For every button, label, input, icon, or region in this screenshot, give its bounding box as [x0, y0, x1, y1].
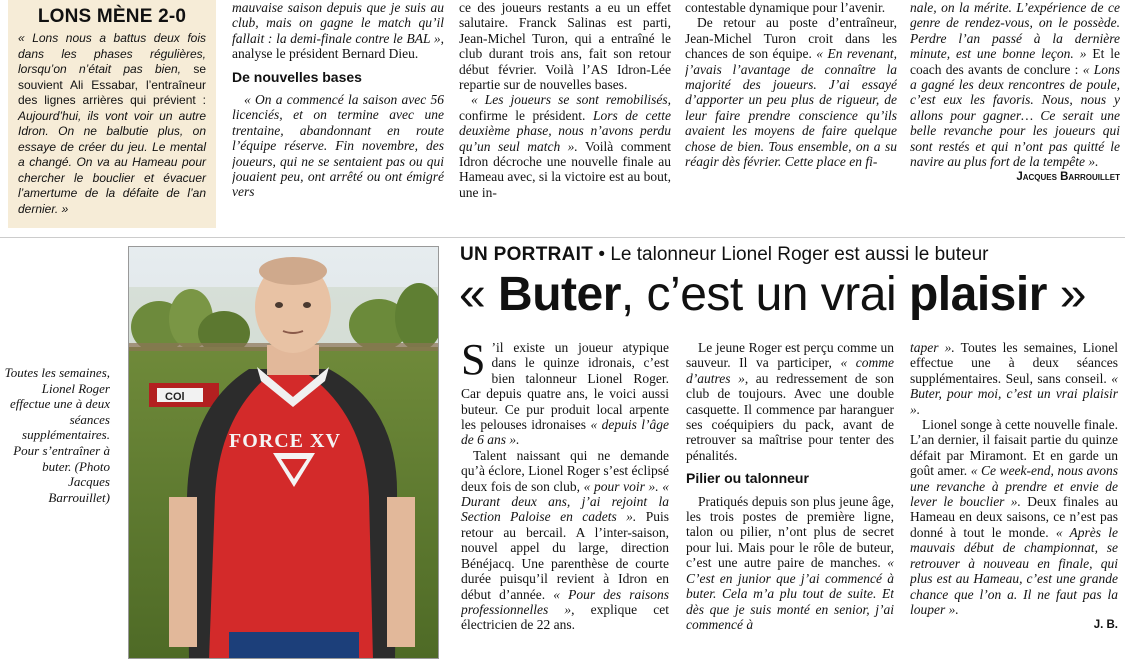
headline-part: »	[1046, 268, 1086, 321]
paragraph: contestable dynamique pour l’avenir.	[685, 0, 886, 15]
quote-text: taper ».	[910, 340, 955, 355]
body-text: ’il existe un joueur atypique dans le quinze idronais, c’est bien talonneur Lionel Roger. Car depuis quatre ans, le voici aussi buteur. Ce pur produit local arpente les pelouses idronaises	[461, 340, 669, 433]
paragraph	[232, 0, 444, 62]
top-column-1	[232, 0, 444, 228]
field-sign-text: COl	[165, 391, 185, 403]
sidebar-title: LONS MÈNE 2-0	[37, 6, 187, 27]
sidebar-box	[8, 0, 216, 228]
author-signature: J. B.	[1093, 619, 1118, 632]
player-photo-illustration	[129, 247, 439, 659]
drop-cap: S	[461, 340, 486, 384]
headline-part: «	[459, 268, 499, 321]
paragraph	[459, 92, 671, 200]
body-text: Puis retour au bercail. A l’inter-saison, nouvel appel du large, direction Bénéjacq. Une parenthèse de courte durée puisqu’il revient à Idron en début d’année.	[461, 509, 669, 602]
body-text: Talent naissant qui ne demande qu’à éclore, Lionel Roger s’est éclipsé deux fois de son club,	[461, 447, 669, 494]
sidebar-text	[18, 31, 206, 217]
headline-bold: Buter	[498, 268, 621, 321]
paragraph	[685, 15, 897, 169]
sidebar-quote-a: « Lons nous a battus deux fois dans les phases régulières, lorsqu’on n’était pas bien,	[18, 31, 206, 76]
field-sign	[149, 383, 219, 407]
quote-text: « Les joueurs se sont remobilisés,	[471, 92, 671, 108]
paragraph: ce des joueurs restants a eu un effet salutaire. Franck Salinas est parti, Jean-Michel Turon, qui a entraîné le club durant trois ans, fait son retour début février. Voilà l’AS Idron-Lée repartie sur de nouvelles bases.	[459, 0, 671, 93]
body-text: Voilà comment Idron décroche une nouvelle finale au Hameau avec, si la victoire est au bout, une in-	[459, 138, 671, 200]
author-signature: Jacques Barrouillet	[1016, 171, 1120, 184]
article-column-1	[461, 340, 669, 662]
sidebar-quote-c: Aujourd’hui, ils vont voir un autre Idron. On ne balbutie plus, on essaye de créer du jeu. Le mental a changé. On va au Hameau pour chercher le bouclier et évacuer l’amertume de la défaite de l’an dernier. »	[18, 108, 206, 216]
body-text: Toutes les semaines, Lionel effectue une à deux séances supplémentaires. Seul, sans conseil.	[910, 340, 1118, 386]
paragraph	[686, 494, 894, 633]
jersey-text: FORCE XV	[229, 430, 341, 452]
quote-text: « On a commencé la saison avec 56 licenciés, et on termine avec une trentaine, abandonnant en route l’équipe réserve. Fin novembre, des joueurs, qui ne se sentaient pas ou qui jouaient peu, ont arrêté ou ont émigré vers	[232, 92, 444, 200]
sidebar-text-b: se souvient Ali Essabar, l’entraîneur des lignes arrières qui prévient :	[18, 62, 206, 107]
paragraph	[461, 340, 669, 448]
photo-caption: Toutes les semaines, Lionel Roger effectue une à deux séances supplémentaires. Pour s’entraîner à buter. (Photo Jacques Barrouillet)	[4, 365, 110, 505]
article-kicker	[460, 244, 989, 266]
subheading: De nouvelles bases	[232, 68, 362, 85]
quote-text: « Pour des raisons professionnelles »	[461, 586, 669, 617]
body-text: De retour au poste d’entraîneur, Jean-Michel Turon croit dans les chances de son équipe.	[685, 15, 897, 62]
paragraph	[461, 448, 669, 633]
top-column-2	[459, 0, 671, 228]
body-text: Le jeune Roger est perçu comme un sauveur. Il va participer,	[686, 340, 894, 371]
body-text: , explique cet électricien de 22 ans.	[461, 601, 669, 633]
quote-text: « pour voir ». « Durant deux ans, j’ai rejoint la Section Paloise en cadets ».	[461, 478, 669, 525]
article-column-2	[686, 340, 894, 662]
quote-text: « depuis l’âge de 6 ans ».	[461, 417, 669, 448]
quote-text: « C’est en junior que j’ai commencé à buter. Cela m’a plu tout de suite. Et dès que je suis monté en senior, j’ai commencé à	[686, 555, 894, 632]
quote-text: nale, on la mérite. L’expérience de ce genre de rendez-vous, on le possède. Perdre l’an passé à la dernière minute, est une bonne leçon. »	[910, 0, 1120, 62]
player-photo	[128, 246, 439, 659]
body-text: Et le coach des avants de conclure :	[910, 46, 1120, 77]
quote-text: Lors de cette deuxième phase, nous n’avons perdu qu’un seul match ».	[459, 107, 671, 154]
body-text: , analyse le président Bernard Dieu.	[232, 30, 444, 62]
top-column-4	[910, 0, 1120, 228]
section-divider	[0, 237, 1125, 238]
quote-text: mauvaise saison depuis que je suis au club, mais on gagne le match qu’il fallait : la demi-finale contre le BAL »	[232, 0, 444, 46]
article-column-3	[910, 340, 1118, 662]
subheading: Pilier ou talonneur	[686, 470, 809, 487]
kicker-subtitle: • Le talonneur Lionel Roger est aussi le buteur	[593, 244, 989, 265]
quote-text: « Ce week-end, nous avons une revanche à prendre et envie de lever le bouclier ».	[910, 463, 1118, 510]
quote-text: « Buter, pour moi, c’est un vrai plaisir ».	[910, 370, 1118, 417]
kicker-label: UN PORTRAIT	[460, 244, 594, 265]
body-text: Pratiqués depuis son plus jeune âge, les trois postes de première ligne, talon ou pilier, n’ont plus de secret pour lui. Mais pour le rôle de buteur, c’est une autre paire de manches.	[686, 493, 894, 571]
body-text: Lionel songe à cette nouvelle finale. L’an dernier, il faisait partie du quinze défait par Miramont. Et en garde un goût amer.	[910, 417, 1118, 479]
paragraph	[232, 92, 444, 200]
body-text: confirme le président.	[459, 107, 593, 123]
paragraph	[686, 340, 894, 463]
quote-text: « En revenant, j’avais l’avantage de connaître la majorité des joueurs. J’ai essayé d’apporter un peu plus de rigueur, de leur faire prendre conscience qu’ils avaient les moyens de faire quelque chose de bien. Tous ensemble, on a su réagir dès février. Cette place en fi-	[685, 46, 897, 170]
quote-text: « comme d’autres »	[686, 355, 894, 386]
paragraph	[910, 0, 1120, 169]
quote-text: « Lons a gagné les deux rencontres de poule, c’est eux les favoris. Nous, nous y allons pour gagner… Ce serait une belle revanche pour les joueurs qui sont restés et qui n’ont pas quitté le navire au plus fort de la tempête ».	[910, 61, 1120, 170]
quote-text: « Après le mauvais début de championnat, se retrouver à nouveau en finale, qui plus est au Hameau, c’est une grande chance que l’on a. Il ne faut pas la louper ».	[910, 524, 1118, 617]
article-headline	[459, 266, 1086, 324]
headline-part: , c’est un vrai	[620, 268, 909, 321]
top-column-3	[685, 0, 897, 228]
paragraph	[910, 417, 1118, 617]
headline-bold: plaisir	[908, 268, 1047, 321]
body-text: Deux finales au Hameau en deux saisons, ce n’est pas donné à tout le monde.	[910, 494, 1118, 540]
body-text: , au redressement de son club de toujours. Avec une double casquette. Il commence par haranguer ses coéquipiers du pack, avant de retrouver sa maîtrise pour tenter des pénalités.	[686, 370, 894, 463]
paragraph	[910, 340, 1118, 417]
